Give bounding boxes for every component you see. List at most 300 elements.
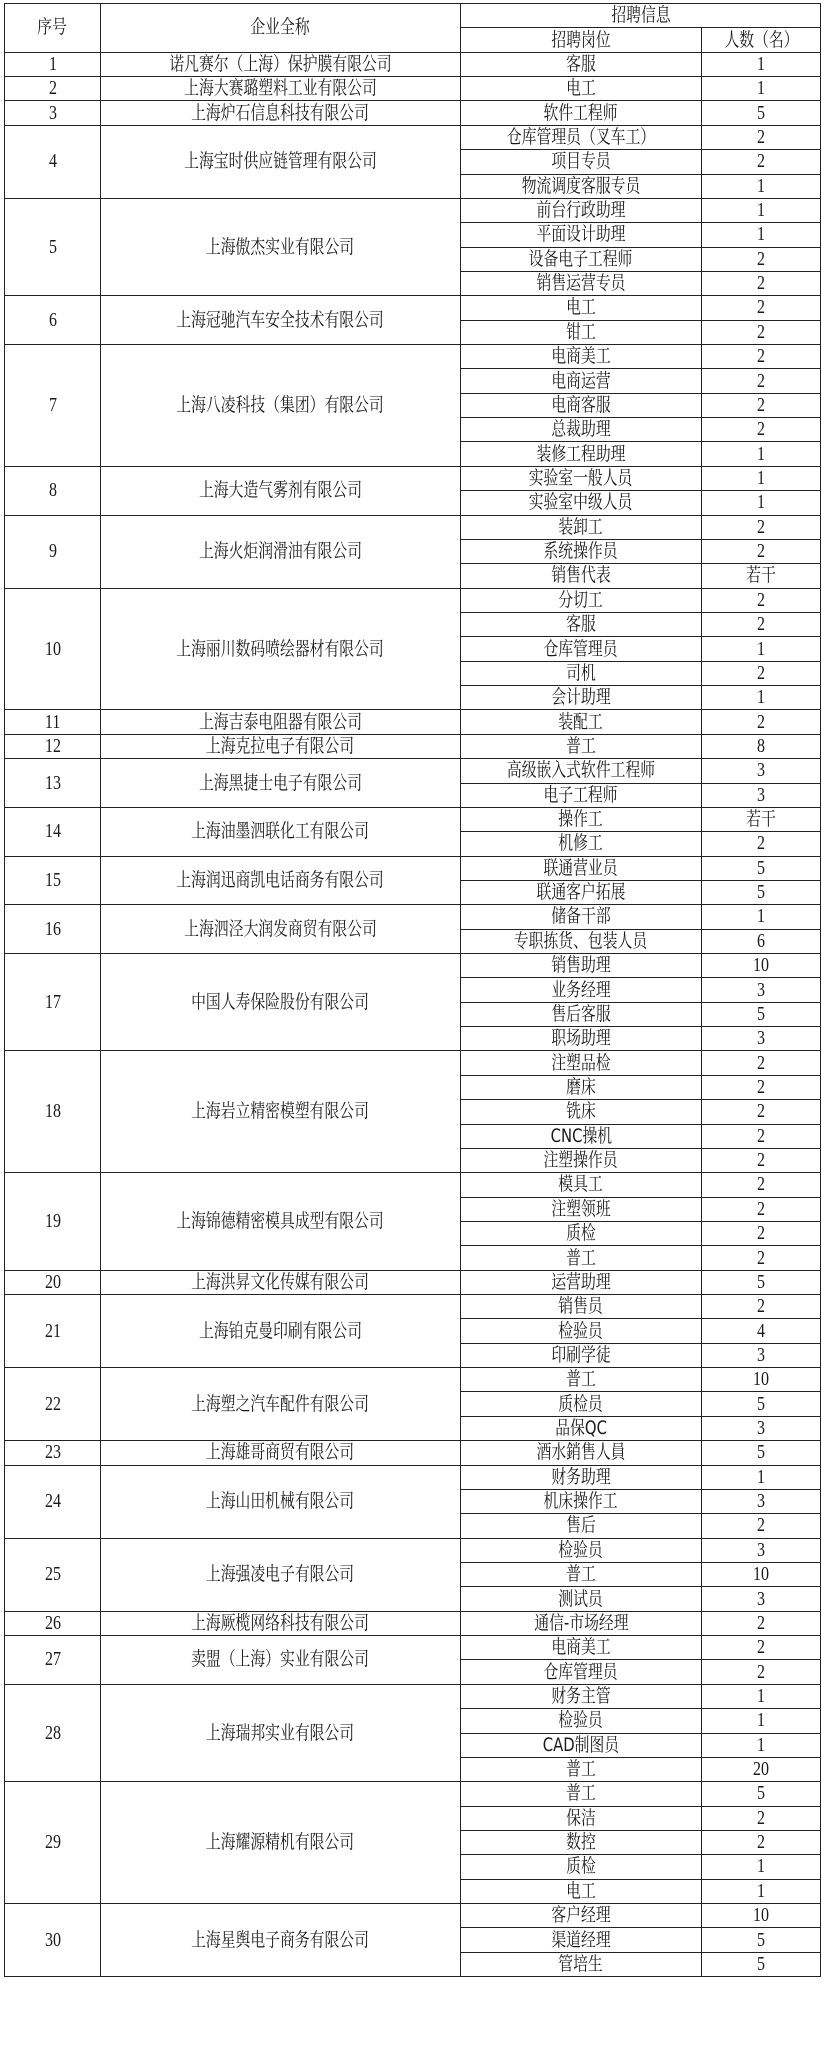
- headcount: 8: [757, 734, 765, 757]
- company-name: 上海大赛璐塑料工业有限公司: [184, 77, 377, 100]
- seq-cell: [5, 954, 101, 1051]
- position-title: 运营助理: [551, 1270, 611, 1293]
- count-cell: [702, 978, 821, 1002]
- count-cell: [702, 393, 821, 417]
- recruitment-table: [4, 3, 821, 1977]
- position-title: 客服: [566, 52, 596, 75]
- company-name: 上海泗泾大润发商贸有限公司: [184, 917, 377, 940]
- headcount: 3: [757, 1027, 765, 1050]
- headcount: 5: [757, 881, 765, 904]
- seq-number: 21: [44, 1319, 61, 1342]
- position-title: 高级嵌入式软件工程师: [506, 759, 656, 782]
- count-cell: [702, 1538, 821, 1562]
- company-name-cell: [101, 1465, 461, 1538]
- company-name: 上海洪昇文化传媒有限公司: [191, 1270, 370, 1293]
- seq-number: 6: [48, 308, 57, 331]
- count-cell: [702, 564, 821, 588]
- position-cell: [461, 1660, 702, 1684]
- position-cell: [461, 1538, 702, 1562]
- position-cell: [461, 905, 702, 929]
- company-name-cell: [101, 1684, 461, 1781]
- position-title: 售后: [566, 1514, 596, 1537]
- count-cell: [702, 198, 821, 222]
- seq-number: 19: [44, 1209, 61, 1232]
- table-row: [5, 101, 821, 125]
- company-name-cell: [101, 101, 461, 125]
- position-cell: [461, 1830, 702, 1854]
- headcount: 6: [757, 929, 765, 952]
- position-title: 仓库管理员（叉车工）: [506, 125, 656, 148]
- position-title: 电商美工: [551, 345, 611, 368]
- headcount: 5: [757, 1002, 765, 1025]
- seq-cell: [5, 125, 101, 198]
- company-name-cell: [101, 710, 461, 734]
- company-name-cell: [101, 515, 461, 588]
- seq-cell: [5, 1051, 101, 1173]
- position-title: 保洁: [566, 1806, 596, 1829]
- headcount: 2: [757, 1124, 765, 1147]
- table-row: [5, 1684, 821, 1708]
- count-cell: [702, 661, 821, 685]
- count-cell: [702, 1709, 821, 1733]
- position-cell: [461, 1563, 702, 1587]
- position-cell: [461, 223, 702, 247]
- count-cell: [702, 1563, 821, 1587]
- table-row: [5, 466, 821, 490]
- seq-cell: [5, 759, 101, 808]
- position-title: 普工: [566, 734, 596, 757]
- count-cell: [702, 1684, 821, 1708]
- position-cell: [461, 491, 702, 515]
- position-title: 客户经理: [551, 1904, 611, 1927]
- headcount: 2: [757, 247, 765, 270]
- seq-number: 30: [44, 1928, 61, 1951]
- count-cell: [702, 1246, 821, 1270]
- table-row: [5, 52, 821, 76]
- company-name: 上海克拉电子有限公司: [206, 734, 355, 757]
- headcount: 3: [757, 1587, 765, 1610]
- seq-number: 28: [44, 1721, 61, 1744]
- count-cell: [702, 1368, 821, 1392]
- position-title: 设备电子工程师: [529, 247, 633, 270]
- position-cell: [461, 174, 702, 198]
- position-title: 软件工程师: [543, 101, 619, 124]
- seq-number: 3: [48, 101, 57, 124]
- position-cell: [461, 1319, 702, 1343]
- headcount: 2: [757, 1246, 765, 1269]
- table-row: [5, 1611, 821, 1635]
- seq-cell: [5, 1465, 101, 1538]
- count-cell: [702, 1173, 821, 1197]
- headcount: 2: [757, 1075, 765, 1098]
- table-row: [5, 77, 821, 101]
- position-title: 实验室中级人员: [529, 491, 633, 514]
- count-cell: [702, 101, 821, 125]
- position-cell: [461, 1928, 702, 1952]
- headcount: 1: [757, 52, 765, 75]
- position-title: 质检员: [558, 1392, 604, 1415]
- header-position-cell: [461, 28, 702, 52]
- headcount: 2: [757, 1295, 765, 1318]
- company-name: 上海火炬润滑油有限公司: [198, 540, 363, 563]
- position-cell: [461, 1709, 702, 1733]
- position-cell: [461, 1027, 702, 1051]
- position-title: 普工: [566, 1246, 596, 1269]
- position-title: 仓库管理员: [543, 637, 619, 660]
- position-cell: [461, 661, 702, 685]
- headcount: 1: [757, 174, 765, 197]
- headcount: 3: [757, 978, 765, 1001]
- headcount: 若干: [746, 564, 776, 587]
- company-name: 上海耀源精机有限公司: [206, 1831, 355, 1854]
- company-name-cell: [101, 1611, 461, 1635]
- company-name: 上海丽川数码喷绘器材有限公司: [176, 637, 385, 660]
- table-row: [5, 710, 821, 734]
- position-cell: [461, 345, 702, 369]
- position-title: 电工: [566, 77, 596, 100]
- count-cell: [702, 1295, 821, 1319]
- seq-number: 10: [44, 637, 61, 660]
- company-name: 上海大造气雾剂有限公司: [198, 479, 363, 502]
- position-cell: [461, 1757, 702, 1781]
- seq-number: 24: [44, 1490, 61, 1513]
- seq-number: 8: [48, 479, 57, 502]
- position-title: 联通营业员: [543, 856, 619, 879]
- table-row: [5, 1368, 821, 1392]
- position-cell: [461, 515, 702, 539]
- headcount: 10: [753, 1368, 769, 1391]
- position-title: 磨床: [566, 1075, 596, 1098]
- position-cell: [461, 856, 702, 880]
- count-cell: [702, 1100, 821, 1124]
- company-name-cell: [101, 345, 461, 467]
- position-title: 业务经理: [551, 978, 611, 1001]
- position-title: 司机: [566, 661, 596, 684]
- seq-number: 25: [44, 1563, 61, 1586]
- position-cell: [461, 1879, 702, 1903]
- company-name-cell: [101, 125, 461, 198]
- seq-cell: [5, 710, 101, 734]
- position-title: 售后客服: [551, 1002, 611, 1025]
- seq-cell: [5, 1782, 101, 1904]
- company-name-cell: [101, 1270, 461, 1294]
- seq-cell: [5, 588, 101, 710]
- seq-cell: [5, 345, 101, 467]
- company-name: 中国人寿保险股份有限公司: [191, 990, 370, 1013]
- position-cell: [461, 978, 702, 1002]
- position-title: 印刷学徒: [551, 1343, 611, 1366]
- headcount: 4: [757, 1319, 765, 1342]
- position-title: 质检: [566, 1855, 596, 1878]
- position-title: 渠道经理: [551, 1928, 611, 1951]
- position-cell: [461, 1392, 702, 1416]
- position-title: 注塑操作员: [543, 1149, 619, 1172]
- position-cell: [461, 1002, 702, 1026]
- headcount: 1: [757, 199, 765, 222]
- position-cell: [461, 1636, 702, 1660]
- headcount: 2: [757, 320, 765, 343]
- position-title: 职场助理: [551, 1027, 611, 1050]
- position-title: 客服: [566, 613, 596, 636]
- headcount: 若干: [746, 808, 776, 831]
- position-title: 会计助理: [551, 686, 611, 709]
- position-cell: [461, 393, 702, 417]
- company-name-cell: [101, 588, 461, 710]
- seq-cell: [5, 1904, 101, 1977]
- position-cell: [461, 612, 702, 636]
- headcount: 2: [757, 296, 765, 319]
- table-row: [5, 125, 821, 149]
- headcount: 2: [757, 1806, 765, 1829]
- company-name-cell: [101, 734, 461, 758]
- headcount: 1: [757, 1465, 765, 1488]
- seq-number: 1: [48, 52, 57, 75]
- count-cell: [702, 1660, 821, 1684]
- position-cell: [461, 320, 702, 344]
- position-title: 电工: [566, 296, 596, 319]
- table-row: [5, 1173, 821, 1197]
- count-cell: [702, 856, 821, 880]
- table-row: [5, 759, 821, 783]
- position-title: 机床操作工: [543, 1490, 619, 1513]
- company-name: 诺凡赛尔（上海）保护膜有限公司: [169, 52, 392, 75]
- position-cell: [461, 564, 702, 588]
- count-cell: [702, 1636, 821, 1660]
- position-title: 通信-市场经理: [533, 1611, 629, 1634]
- company-name: 上海瑞邦实业有限公司: [206, 1721, 355, 1744]
- count-cell: [702, 1830, 821, 1854]
- position-cell: [461, 1270, 702, 1294]
- seq-cell: [5, 101, 101, 125]
- headcount: 2: [757, 515, 765, 538]
- table-row: [5, 1295, 821, 1319]
- count-cell: [702, 1270, 821, 1294]
- position-cell: [461, 1100, 702, 1124]
- count-cell: [702, 832, 821, 856]
- count-cell: [702, 125, 821, 149]
- headcount: 3: [757, 1417, 765, 1440]
- company-name-cell: [101, 1636, 461, 1685]
- table-row: [5, 1270, 821, 1294]
- position-title: 模具工: [558, 1173, 604, 1196]
- company-name: 上海炉石信息科技有限公司: [191, 101, 370, 124]
- position-title: 装卸工: [558, 515, 604, 538]
- position-title: 销售员: [558, 1295, 604, 1318]
- company-name-cell: [101, 1441, 461, 1465]
- position-title: 电商客服: [551, 393, 611, 416]
- headcount: 5: [757, 1392, 765, 1415]
- company-name-cell: [101, 77, 461, 101]
- position-cell: [461, 929, 702, 953]
- seq-number: 4: [48, 150, 57, 173]
- company-name-cell: [101, 466, 461, 515]
- headcount: 1: [757, 637, 765, 660]
- count-cell: [702, 1587, 821, 1611]
- headcount: 1: [757, 467, 765, 489]
- company-name-cell: [101, 296, 461, 345]
- position-title: 专职拣货、包装人员: [514, 929, 648, 952]
- seq-cell: [5, 1295, 101, 1368]
- position-cell: [461, 466, 702, 490]
- position-cell: [461, 588, 702, 612]
- count-cell: [702, 1197, 821, 1221]
- position-cell: [461, 1904, 702, 1928]
- count-cell: [702, 1002, 821, 1026]
- position-cell: [461, 1368, 702, 1392]
- headcount: 1: [757, 1709, 765, 1732]
- seq-number: 15: [44, 868, 61, 891]
- position-title: 普工: [566, 1563, 596, 1586]
- count-cell: [702, 1904, 821, 1928]
- table-row: [5, 905, 821, 929]
- headcount: 2: [757, 588, 765, 611]
- position-title: 装配工: [558, 710, 604, 733]
- headcount: 5: [757, 1441, 765, 1464]
- headcount: 3: [757, 759, 765, 782]
- seq-number: 13: [44, 771, 61, 794]
- seq-number: 12: [44, 734, 61, 757]
- company-name-cell: [101, 198, 461, 295]
- position-title: 平面设计助理: [536, 223, 626, 246]
- seq-number: 14: [44, 820, 61, 843]
- table-row: [5, 588, 821, 612]
- position-cell: [461, 125, 702, 149]
- seq-number: 11: [44, 710, 61, 733]
- seq-number: 23: [44, 1441, 61, 1464]
- count-cell: [702, 954, 821, 978]
- company-name-cell: [101, 1904, 461, 1977]
- header-company-cell: [101, 4, 461, 53]
- header-position: 招聘岗位: [551, 28, 611, 51]
- headcount: 2: [757, 150, 765, 173]
- header-seq-cell: [5, 4, 101, 53]
- headcount: 5: [757, 1782, 765, 1805]
- count-cell: [702, 539, 821, 563]
- count-cell: [702, 442, 821, 466]
- seq-cell: [5, 296, 101, 345]
- count-cell: [702, 1051, 821, 1075]
- table-row: [5, 734, 821, 758]
- position-title: 电子工程师: [543, 783, 619, 806]
- count-cell: [702, 1124, 821, 1148]
- seq-cell: [5, 1538, 101, 1611]
- position-title: 酒水銷售人員: [536, 1441, 626, 1464]
- position-cell: [461, 1148, 702, 1172]
- company-name: 上海吉泰电阻器有限公司: [198, 710, 363, 733]
- count-cell: [702, 588, 821, 612]
- company-name: 上海傲杰实业有限公司: [206, 235, 355, 258]
- position-cell: [461, 52, 702, 76]
- company-name: 上海八凌科技（集团）有限公司: [176, 393, 385, 416]
- headcount: 2: [757, 272, 765, 295]
- seq-number: 9: [48, 540, 57, 563]
- count-cell: [702, 1928, 821, 1952]
- position-cell: [461, 686, 702, 710]
- header-recruit-info: 招聘信息: [610, 4, 671, 27]
- table-row: [5, 807, 821, 831]
- position-title: 检验员: [558, 1538, 604, 1561]
- count-cell: [702, 1319, 821, 1343]
- position-title: 装修工程助理: [536, 442, 626, 465]
- count-cell: [702, 1514, 821, 1538]
- seq-cell: [5, 52, 101, 76]
- count-cell: [702, 1343, 821, 1367]
- company-name: 上海岩立精密模塑有限公司: [191, 1100, 370, 1123]
- position-title: 铣床: [566, 1100, 596, 1123]
- company-name: 上海塑之汽车配件有限公司: [191, 1392, 370, 1415]
- count-cell: [702, 418, 821, 442]
- seq-cell: [5, 466, 101, 515]
- position-title: 物流调度客服专员: [521, 174, 641, 197]
- position-title: CAD制图员: [542, 1733, 620, 1756]
- position-title: 数控: [566, 1831, 596, 1854]
- headcount: 1: [757, 442, 765, 465]
- count-cell: [702, 710, 821, 734]
- company-name: 卖盟（上海）实业有限公司: [191, 1648, 370, 1671]
- position-cell: [461, 101, 702, 125]
- company-name: 上海铂克曼印刷有限公司: [198, 1319, 363, 1342]
- table-row: [5, 198, 821, 222]
- header-count: 人数（名）: [723, 28, 799, 51]
- position-title: 普工: [566, 1758, 596, 1781]
- headcount: 2: [757, 418, 765, 441]
- headcount: 2: [757, 540, 765, 563]
- count-cell: [702, 296, 821, 320]
- company-name: 上海山田机械有限公司: [206, 1490, 355, 1513]
- position-cell: [461, 1246, 702, 1270]
- seq-cell: [5, 1636, 101, 1685]
- headcount: 1: [757, 1733, 765, 1756]
- count-cell: [702, 515, 821, 539]
- count-cell: [702, 491, 821, 515]
- company-name-cell: [101, 1051, 461, 1173]
- position-title: 操作工: [558, 808, 604, 831]
- company-name-cell: [101, 1368, 461, 1441]
- headcount: 2: [757, 1051, 765, 1074]
- company-name: 上海油墨泗联化工有限公司: [191, 820, 370, 843]
- company-name-cell: [101, 759, 461, 808]
- position-title: 仓库管理员: [543, 1660, 619, 1683]
- position-cell: [461, 1489, 702, 1513]
- position-title: 系统操作员: [543, 540, 619, 563]
- count-cell: [702, 1855, 821, 1879]
- table-row: [5, 1465, 821, 1489]
- count-cell: [702, 174, 821, 198]
- count-cell: [702, 880, 821, 904]
- position-title: 财务助理: [551, 1465, 611, 1488]
- headcount: 1: [757, 905, 765, 928]
- company-name: 上海黑捷士电子有限公司: [198, 771, 363, 794]
- position-cell: [461, 1197, 702, 1221]
- position-cell: [461, 198, 702, 222]
- position-cell: [461, 759, 702, 783]
- count-cell: [702, 52, 821, 76]
- table-row: [5, 1904, 821, 1928]
- seq-number: 26: [44, 1611, 61, 1634]
- position-cell: [461, 1684, 702, 1708]
- position-title: 测试员: [558, 1587, 604, 1610]
- position-cell: [461, 247, 702, 271]
- position-cell: [461, 783, 702, 807]
- position-title: 销售代表: [551, 564, 611, 587]
- company-name: 上海锦德精密模具成型有限公司: [176, 1209, 385, 1232]
- headcount: 1: [757, 1855, 765, 1878]
- headcount: 1: [757, 491, 765, 514]
- headcount: 2: [757, 345, 765, 368]
- seq-cell: [5, 1173, 101, 1270]
- headcount: 2: [757, 1831, 765, 1854]
- headcount: 5: [757, 856, 765, 879]
